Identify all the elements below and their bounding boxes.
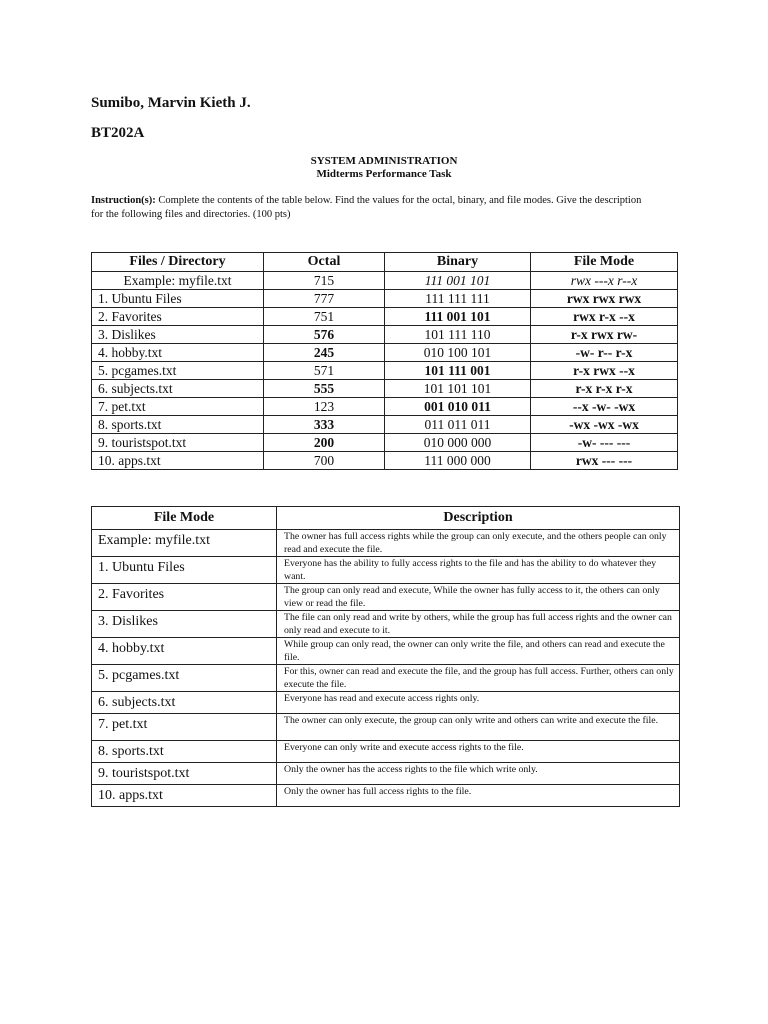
octal-cell: 576 — [264, 326, 385, 344]
instruction-label: Instruction(s): — [91, 195, 156, 206]
file-mode-cell: -w- --- --- — [531, 434, 678, 452]
file-name-cell: 2. Favorites — [92, 308, 264, 326]
description-cell: The file can only read and write by others, while the group has full access rights and the owner can only read and execute to it. — [277, 611, 680, 638]
file-name-cell: 9. touristspot.txt — [92, 763, 277, 785]
table-row — [92, 344, 678, 362]
file-name-cell: 8. sports.txt — [92, 741, 277, 763]
table-row — [92, 398, 678, 416]
table-row — [92, 785, 680, 807]
table-row — [92, 434, 678, 452]
file-mode-cell: r-x rwx --x — [531, 362, 678, 380]
file-name-cell: 4. hobby.txt — [92, 638, 277, 665]
octal-cell: 571 — [264, 362, 385, 380]
file-name-cell: 1. Ubuntu Files — [92, 557, 277, 584]
octal-cell: 123 — [264, 398, 385, 416]
table-row — [92, 290, 678, 308]
description-cell: For this, owner can read and execute the file, and the group has full access. Further, others can only execute the file. — [277, 665, 680, 692]
description-cell: Everyone can only write and execute access rights to the file. — [277, 741, 680, 763]
file-name-cell: 10. apps.txt — [92, 452, 264, 470]
header-files-directory: Files / Directory — [92, 253, 264, 272]
description-table — [91, 506, 680, 807]
table-row — [92, 665, 680, 692]
permissions-table — [91, 252, 678, 470]
file-mode-cell: rwx --- --- — [531, 452, 678, 470]
table-row — [92, 638, 680, 665]
file-mode-cell: r-x r-x r-x — [531, 380, 678, 398]
binary-cell: 001 010 011 — [385, 398, 531, 416]
binary-cell: 101 111 110 — [385, 326, 531, 344]
instruction-text: Complete the contents of the table below. Find the values for the octal, binary, and file modes. Give the description for the following files and directories. (100 pts) — [91, 195, 642, 220]
description-cell: While group can only read, the owner can only write the file, and others can read and execute the file. — [277, 638, 680, 665]
header-file-mode: File Mode — [531, 253, 678, 272]
file-name-cell: Example: myfile.txt — [92, 272, 264, 290]
table-row — [92, 584, 680, 611]
table-row — [92, 308, 678, 326]
table-row — [92, 530, 680, 557]
file-name-cell: 9. touristspot.txt — [92, 434, 264, 452]
binary-cell: 010 000 000 — [385, 434, 531, 452]
description-cell: Only the owner has the access rights to the file which write only. — [277, 763, 680, 785]
octal-cell: 700 — [264, 452, 385, 470]
octal-cell: 555 — [264, 380, 385, 398]
file-name-cell: 2. Favorites — [92, 584, 277, 611]
file-name-cell: 7. pet.txt — [92, 398, 264, 416]
binary-cell: 010 100 101 — [385, 344, 531, 362]
binary-cell: 111 111 111 — [385, 290, 531, 308]
table-row — [92, 362, 678, 380]
description-cell: Everyone has read and execute access rights only. — [277, 692, 680, 714]
table-row — [92, 611, 680, 638]
file-mode-cell: rwx r-x --x — [531, 308, 678, 326]
file-mode-cell: -wx -wx -wx — [531, 416, 678, 434]
table-row — [92, 326, 678, 344]
file-name-cell: 3. Dislikes — [92, 611, 277, 638]
table-row — [92, 763, 680, 785]
table-row — [92, 741, 680, 763]
table-row — [92, 272, 678, 290]
student-name: Sumibo, Marvin Kieth J. — [91, 95, 251, 111]
instructions — [91, 194, 651, 221]
header-octal: Octal — [264, 253, 385, 272]
file-name-cell: 5. pcgames.txt — [92, 362, 264, 380]
table-row — [92, 416, 678, 434]
file-name-cell: 6. subjects.txt — [92, 692, 277, 714]
octal-cell: 715 — [264, 272, 385, 290]
octal-cell: 245 — [264, 344, 385, 362]
file-name-cell: 7. pet.txt — [92, 714, 277, 741]
octal-cell: 333 — [264, 416, 385, 434]
table-row — [92, 692, 680, 714]
table-row — [92, 714, 680, 741]
file-mode-cell: rwx ---x r--x — [531, 272, 678, 290]
file-name-cell: 5. pcgames.txt — [92, 665, 277, 692]
file-mode-cell: --x -w- -wx — [531, 398, 678, 416]
binary-cell: 101 101 101 — [385, 380, 531, 398]
binary-cell: 111 001 101 — [385, 308, 531, 326]
file-name-cell: 6. subjects.txt — [92, 380, 264, 398]
description-table-header — [92, 507, 680, 530]
octal-cell: 777 — [264, 290, 385, 308]
header-file-mode: File Mode — [92, 507, 277, 530]
file-name-cell: 3. Dislikes — [92, 326, 264, 344]
file-mode-cell: -w- r-- r-x — [531, 344, 678, 362]
file-name-cell: 8. sports.txt — [92, 416, 264, 434]
description-cell: Only the owner has full access rights to the file. — [277, 785, 680, 807]
document-subtitle: Midterms Performance Task — [316, 168, 452, 180]
table-row — [92, 452, 678, 470]
file-mode-cell: r-x rwx rw- — [531, 326, 678, 344]
table-row — [92, 557, 680, 584]
file-name-cell: 4. hobby.txt — [92, 344, 264, 362]
header-binary: Binary — [385, 253, 531, 272]
header-description: Description — [277, 507, 680, 530]
binary-cell: 111 001 101 — [385, 272, 531, 290]
file-mode-cell: rwx rwx rwx — [531, 290, 678, 308]
octal-cell: 200 — [264, 434, 385, 452]
document-title: SYSTEM ADMINISTRATION — [310, 155, 458, 167]
binary-cell: 101 111 001 — [385, 362, 531, 380]
description-cell: Everyone has the ability to fully access rights to the file and has the ability to do whatever they want. — [277, 557, 680, 584]
description-cell: The group can only read and execute, While the owner has fully access to it, the others can only view or read the file. — [277, 584, 680, 611]
section-code: BT202A — [91, 125, 145, 141]
octal-cell: 751 — [264, 308, 385, 326]
table-row — [92, 380, 678, 398]
description-cell: The owner has full access rights while the group can only execute, and the others people can only read and execute the file. — [277, 530, 680, 557]
binary-cell: 011 011 011 — [385, 416, 531, 434]
file-name-cell: 10. apps.txt — [92, 785, 277, 807]
permissions-table-header — [92, 253, 678, 272]
binary-cell: 111 000 000 — [385, 452, 531, 470]
file-name-cell: 1. Ubuntu Files — [92, 290, 264, 308]
file-name-cell: Example: myfile.txt — [92, 530, 277, 557]
description-cell: The owner can only execute, the group can only write and others can write and execute the file. — [277, 714, 680, 741]
